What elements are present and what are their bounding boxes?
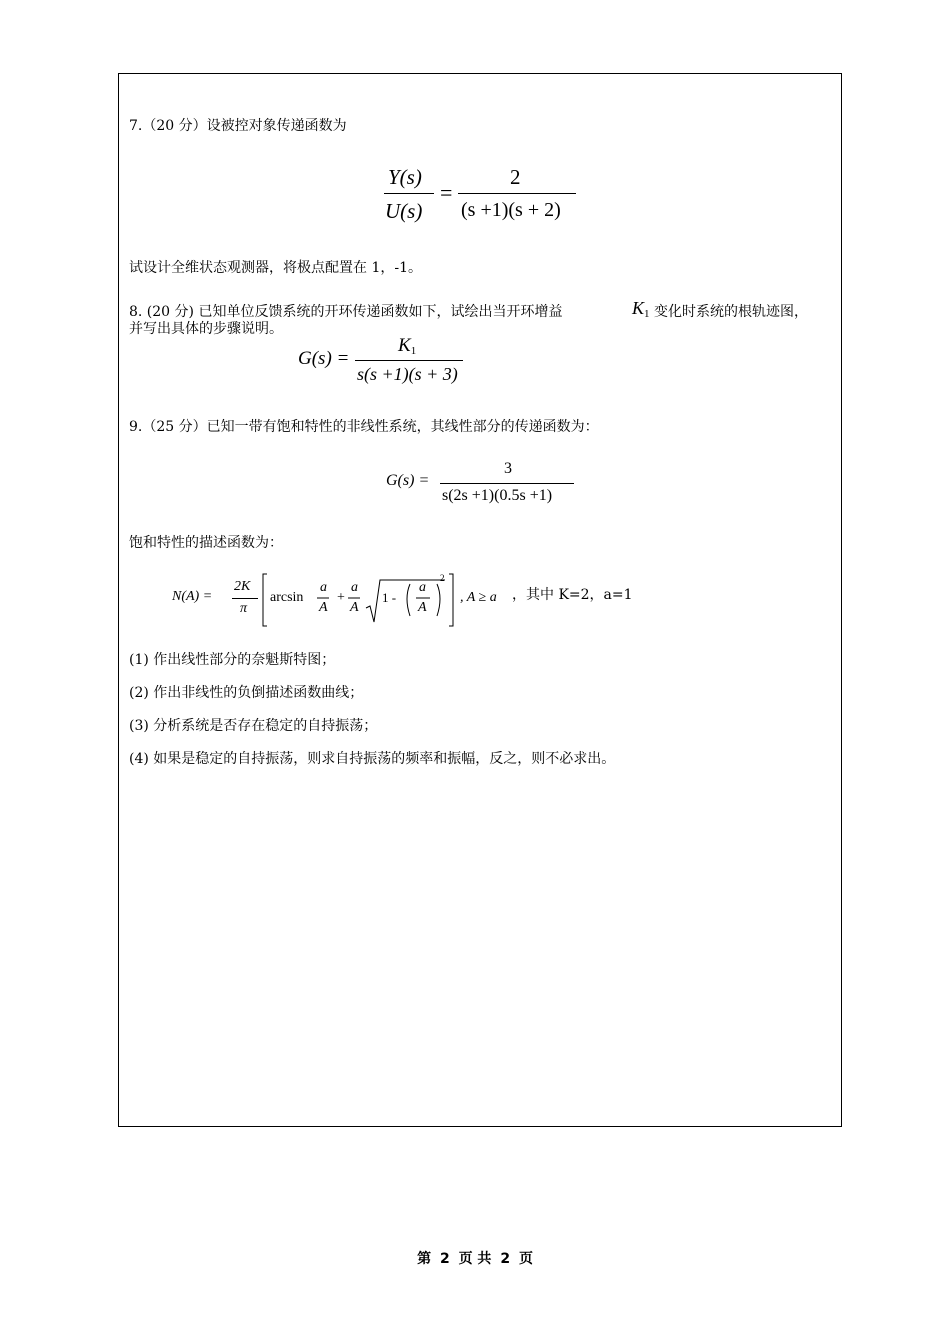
df-right-bracket [449,574,453,626]
q8-den: s(s +1)(s + 3) [357,364,458,384]
q9-item-2: (2) 作出非线性的负倒描述函数曲线； [129,685,364,701]
df-params: ，其中 K=2，a=1 [512,587,633,603]
df-plus: + [337,590,345,605]
q7-den-right: (s +1)(s + 2) [461,199,561,221]
q8-gain-symbol: $K_1$ [632,298,650,320]
q7-den-left: U(s) [385,199,423,223]
df-arcsin: arcsin [270,590,304,605]
df-coef-bar [232,598,258,599]
df-frac1-num: a [320,580,327,595]
df-left-bracket [263,574,267,626]
df-lhs: N(A) = [172,589,213,604]
q9-df-label: 饱和特性的描述函数为： [129,535,283,551]
q8-lhs: G(s) = [298,348,350,369]
q7-heading: 7.（20 分）设被控对象传递函数为 [129,118,347,134]
df-frac3-den: A [418,600,427,615]
q7-num-left: Y(s) [388,165,422,189]
q7-num-right: 2 [510,165,521,189]
df-one-minus: 1 - [382,590,397,605]
df-cond: , A ≥ a [460,590,497,605]
df-square: 2 [440,573,445,583]
q9-num: 3 [504,460,512,477]
df-frac1-den: A [319,600,328,615]
q9-heading: 9.（25 分）已知一带有饱和特性的非线性系统，其线性部分的传递函数为： [129,419,599,435]
df-frac2-num: a [351,580,358,595]
q9-den: s(2s +1)(0.5s +1) [442,487,553,504]
q9-item-3: (3) 分析系统是否存在稳定的自持振荡； [129,718,378,734]
q9-item-4: (4) 如果是稳定的自持振荡，则求自持振荡的频率和振幅，反之，则不必求出。 [129,751,616,767]
df-inner-left-paren [407,584,410,616]
q8-bar [355,360,463,361]
page-footer [0,1248,950,1268]
q8-text-a: 8. (20 分) 已知单位反馈系统的开环传递函数如下，试绘出当开环增益 [129,304,563,320]
footer-mid: 页 共 [458,1251,492,1267]
footer-page-total: 2 [500,1251,511,1267]
df-inner-right-paren [437,584,440,616]
q9-lhs: G(s) = [386,472,430,489]
q8-text-b: 变化时系统的根轨迹图， [654,304,808,320]
df-sqrt-sign [366,580,445,622]
df-frac2-den: A [350,600,359,615]
footer-suffix: 页 [518,1251,533,1267]
df-frac3-num: a [419,580,426,595]
q7-equals: = [440,180,453,205]
footer-prefix: 第 [417,1251,432,1267]
df-coef-num: 2K [234,579,251,594]
q8-text-c: 并写出具体的步骤说明。 [129,321,283,337]
q8-num: $K_1$ [398,335,417,357]
q9-bar [440,483,574,484]
q9-item-1: (1) 作出线性部分的奈魁斯特图； [129,652,336,668]
df-coef-den: π [240,601,248,616]
footer-page-num: 2 [439,1251,450,1267]
q7-bar-left [384,193,434,194]
q7-bar-right [458,193,576,194]
q7-task: 试设计全维状态观测器，将极点配置在 1，-1。 [129,260,422,276]
